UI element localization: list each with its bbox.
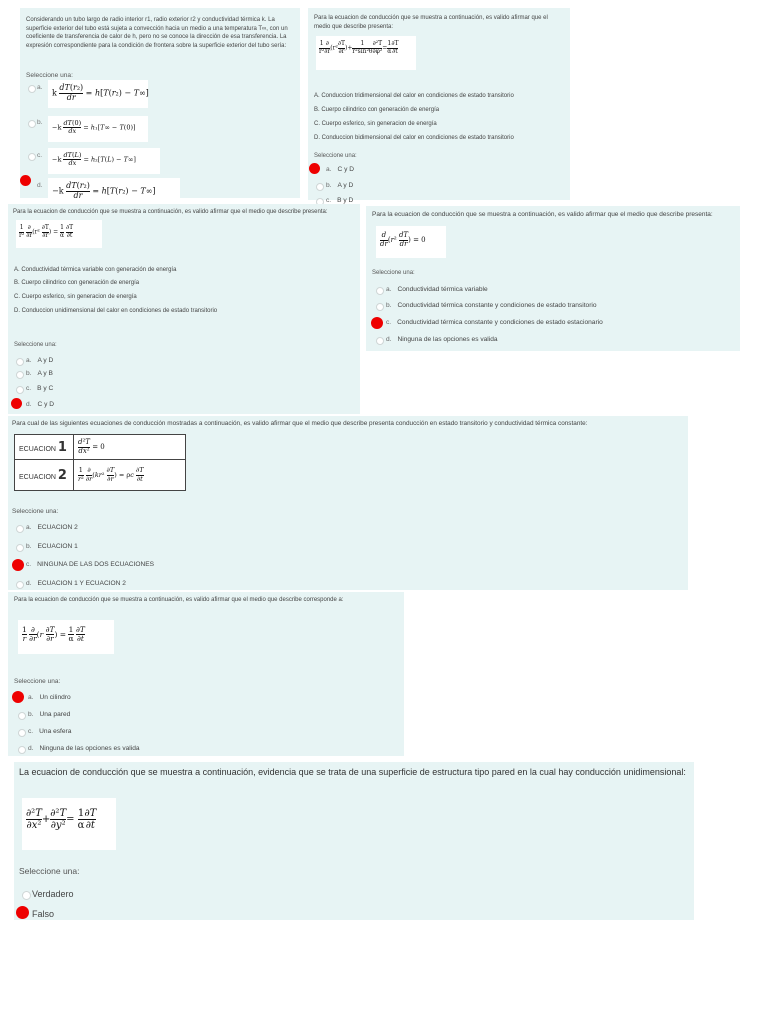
eq2-label-cell: ECUACION 2 bbox=[15, 460, 74, 491]
option-c[interactable]: c. B y C bbox=[26, 385, 54, 392]
option-a-radio[interactable] bbox=[16, 358, 24, 366]
eq1-cell: $\frac{\text{d²T}}{\text{dx²}}$ = 0 bbox=[74, 435, 186, 460]
option-b-radio[interactable] bbox=[18, 712, 26, 720]
option-d-radio[interactable] bbox=[18, 746, 26, 754]
option-b[interactable]: b. ECUACION 1 bbox=[26, 543, 78, 550]
option-c-letter: c. bbox=[37, 152, 43, 159]
option-c-radio[interactable] bbox=[16, 386, 24, 394]
option-b-radio[interactable] bbox=[376, 303, 384, 311]
option-b[interactable]: b. Una pared bbox=[28, 711, 71, 718]
question-panel-2 bbox=[308, 8, 570, 204]
eq2-cell: $\frac{1}{\text{r²}}$ $\frac{\partial}{\partial r}$ (kr² $\frac{\partial T}{\partial r}$ ) = ρc $\frac{\partial T}{\partial t}$ bbox=[74, 460, 186, 491]
option-c-equation[interactable]: −k $\frac{dT(L)}{dx}$ = h₂[T(L) − T∞] bbox=[48, 148, 160, 174]
equation-box: $\frac{\text{∂²T}}{\text{∂x²}}$ + $\frac{\text{∂²T}}{\text{∂y²}}$ = $\frac{1}{\alpha}$ $\frac{\partial T}{\partial t}$ bbox=[22, 798, 116, 850]
question-panel-5 bbox=[8, 416, 688, 590]
option-d-equation[interactable]: −k $\frac{\text{dT(r₂)}}{dr}$ = h[T(r₂) − T∞] bbox=[48, 178, 180, 204]
option-d-radio[interactable] bbox=[376, 337, 384, 345]
question-panel-7 bbox=[14, 762, 694, 920]
option-d-letter: d. bbox=[37, 182, 43, 189]
select-label: Seleccione una: bbox=[372, 270, 415, 276]
equation-box: $\frac{1}{\text{r²}}$ $\frac{\partial}{\partial r}$ (r² $\frac{\partial T}{\partial r}$ ) = $\frac{1}{\alpha}$ $\frac{\partial T}{\partial t}$ bbox=[16, 220, 102, 248]
selected-radio-dot[interactable] bbox=[309, 163, 320, 174]
question-panel-6 bbox=[8, 592, 404, 756]
option-a[interactable]: a. ECUACION 2 bbox=[26, 524, 78, 531]
question-panel-4 bbox=[366, 206, 740, 351]
selected-radio-dot[interactable] bbox=[12, 559, 24, 571]
select-label: Seleccione una: bbox=[26, 72, 73, 79]
option-a-radio[interactable] bbox=[16, 525, 24, 533]
option-c[interactable]: c. Una esfera bbox=[28, 728, 72, 735]
statement-c: C. Cuerpo esferico, sin generacion de energía bbox=[314, 121, 437, 127]
option-a-radio[interactable] bbox=[28, 85, 36, 93]
option-a[interactable]: a. A y D bbox=[26, 357, 54, 364]
select-label: Seleccione una: bbox=[14, 342, 57, 348]
equation-box: $\frac{d}{dr}$ (r² $\frac{dT}{dr}$ ) = 0 bbox=[376, 226, 446, 258]
option-a[interactable]: a. Conductividad térmica variable bbox=[386, 286, 488, 293]
option-verdadero-radio[interactable] bbox=[22, 891, 31, 900]
statement-b: B. Cuerpo cilindrico con generación de energía bbox=[314, 107, 440, 113]
option-b-radio[interactable] bbox=[28, 120, 36, 128]
option-d[interactable]: d. Ninguna de las opciones es valida bbox=[386, 336, 498, 343]
option-d-radio[interactable] bbox=[16, 581, 24, 589]
option-b-radio[interactable] bbox=[316, 183, 324, 191]
option-c[interactable]: c. Conductividad térmica constante y condiciones de estado estacionario bbox=[386, 319, 603, 326]
equation-box: $\frac{1}{r}$ $\frac{\partial}{\partial r}$ (r $\frac{\partial T}{\partial r}$ ) = $\frac{1}{\alpha}$ $\frac{\partial T}{\partial t}$ bbox=[18, 620, 114, 654]
option-b[interactable]: b. A y D bbox=[326, 182, 354, 189]
selected-radio-dot[interactable] bbox=[16, 906, 29, 919]
question-text: Para cual de las siguientes ecuaciones de conducción mostradas a continuación, es valido afirmar que el medio que describe presenta conducción en estado transitorio y conductividad térmica constante: bbox=[12, 420, 588, 427]
select-label: Seleccione una: bbox=[19, 866, 80, 876]
option-b-equation[interactable]: −k $\frac{dT(0)}{dx}$ = h₁[T∞ − T(0)] bbox=[48, 116, 148, 142]
option-a-radio[interactable] bbox=[376, 287, 384, 295]
question-panel-1 bbox=[20, 8, 300, 198]
option-a[interactable]: a. C y D bbox=[326, 166, 354, 173]
option-b-radio[interactable] bbox=[16, 371, 24, 379]
option-b[interactable]: b. A y B bbox=[26, 370, 53, 377]
selected-radio-dot[interactable] bbox=[12, 691, 24, 703]
option-c[interactable]: c. NINGUNA DE LAS DOS ECUACIONES bbox=[26, 561, 155, 568]
option-b-radio[interactable] bbox=[16, 544, 24, 552]
question-text: Para la ecuacion de conducción que se muestra a continuación, es valido afirmar que el medio que describe presenta: bbox=[13, 209, 328, 215]
option-a[interactable]: a. Un cilindro bbox=[28, 694, 71, 701]
statement-d: D. Conduccion bidimensional del calor en condiciones de estado transitorio bbox=[314, 135, 514, 141]
option-c-radio[interactable] bbox=[18, 729, 26, 737]
option-c[interactable]: c. B y D bbox=[326, 197, 354, 204]
question-text: Para la ecuacion de conducción que se muestra a continuación, es valido afirmar que el medio que describe corresponde a: bbox=[14, 597, 344, 603]
select-label: Seleccione una: bbox=[12, 508, 59, 515]
option-c-radio[interactable] bbox=[28, 153, 36, 161]
statement-b: B. Cuerpo cilindrico con generación de energía bbox=[14, 280, 140, 286]
statement-a: A. Conductividad térmica variable con generación de energía bbox=[14, 267, 177, 273]
question-text: Para la ecuacion de conducción que se muestra a continuación, es valido afirmar que el medio que describe presenta: bbox=[372, 211, 713, 218]
question-text: La ecuacion de conducción que se muestra a continuación, evidencia que se trata de una superficie de estructura tipo pared en la cual hay conducción unidimensional: bbox=[19, 767, 686, 777]
select-label: Seleccione una: bbox=[14, 678, 61, 685]
option-a-letter: a. bbox=[37, 84, 43, 91]
select-label: Seleccione una: bbox=[314, 153, 357, 159]
statement-d: D. Conduccion unidimensional del calor en condiciones de estado transitorio bbox=[14, 308, 218, 314]
question-text: Considerando un tubo largo de radio interior r1, radio exterior r2 y conductividad térmica k. La superficie exterior del tubo está sujeta a convección hacia un medio a una temperatura T∞, con un coeficiente de transferencia de calor de h, pero no se conoce la dirección de esa transferencia. La expresión correspondiente para la condición de frontera sobre la superficie exterior del tubo sería: bbox=[26, 17, 288, 50]
option-d[interactable]: d. C y D bbox=[26, 401, 54, 408]
selected-radio-dot[interactable] bbox=[371, 317, 383, 329]
option-d[interactable]: d. Ninguna de las opciones es valida bbox=[28, 745, 140, 752]
equation-box: $\frac{1}{\text{r²}}$ $\frac{\partial}{\partial r}$ (r² $\frac{\partial T}{\partial r}$ )+ $\frac{1}{\text{r²sin²θ}}$ $\frac{\text{∂²T}}{\text{∂φ²}}$ = $\frac{1}{\alpha}$ $\frac{\partial T}{\partial t}$ bbox=[316, 36, 416, 70]
statement-c: C. Cuerpo esferico, sin generacion de energía bbox=[14, 294, 137, 300]
selected-radio-dot[interactable] bbox=[11, 398, 22, 409]
question-panel-3 bbox=[8, 204, 360, 414]
option-a-equation[interactable]: k $\frac{\text{dT(r₂)}}{dr}$ = h[T(r₂) − T∞] bbox=[48, 80, 148, 108]
option-verdadero[interactable]: Verdadero bbox=[32, 889, 74, 899]
statement-a: A. Conduccion tridimensional del calor en condiciones de estado transitorio bbox=[314, 93, 514, 99]
question-text: Para la ecuacion de conducción que se muestra a continuación, es valido afirmar que el medio que describe presenta: bbox=[314, 15, 548, 30]
option-falso[interactable]: Falso bbox=[32, 909, 55, 919]
option-b[interactable]: b. Conductividad térmica constante y condiciones de estado transitorio bbox=[386, 302, 597, 309]
option-d[interactable]: d. ECUACION 1 Y ECUACION 2 bbox=[26, 580, 126, 587]
eq1-label-cell: ECUACION 1 bbox=[15, 435, 74, 460]
selected-radio-dot[interactable] bbox=[20, 175, 31, 186]
equations-table bbox=[14, 434, 186, 491]
option-b-letter: b. bbox=[37, 119, 43, 126]
